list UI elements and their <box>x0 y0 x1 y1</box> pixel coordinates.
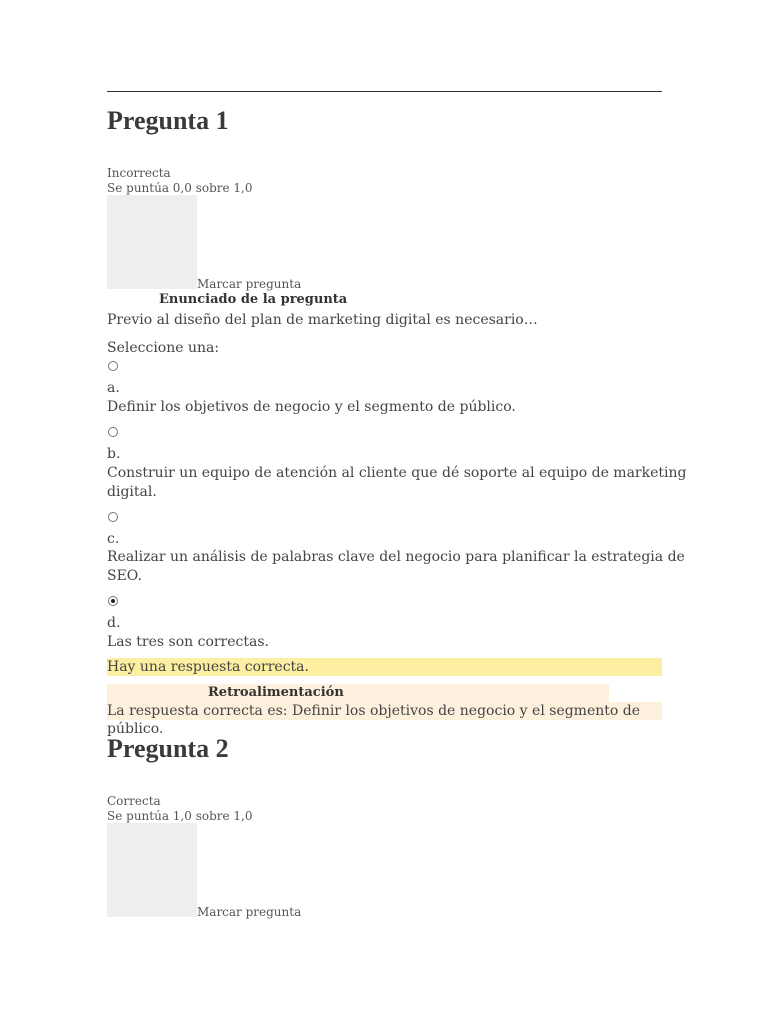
question-1-statement-header: Enunciado de la pregunta <box>159 292 348 307</box>
question-1-flag-image[interactable] <box>107 195 197 289</box>
option-b-radio[interactable] <box>108 427 118 437</box>
option-c-text-line2[interactable]: SEO. <box>107 568 142 584</box>
question-2-flag-image[interactable] <box>107 823 197 917</box>
option-c-text-line1[interactable]: Realizar un análisis de palabras clave del negocio para planificar la estrategia de <box>107 549 685 565</box>
option-b-text-line2[interactable]: digital. <box>107 484 157 500</box>
question-1-flag-link[interactable]: Marcar pregunta <box>197 277 302 291</box>
top-divider <box>107 91 662 92</box>
question-2-title: Pregunta 2 <box>107 734 229 763</box>
option-c-radio[interactable] <box>108 512 118 522</box>
option-d-radio[interactable] <box>108 596 118 606</box>
option-a-radio[interactable] <box>108 361 118 371</box>
feedback-header-box <box>107 684 609 702</box>
option-c-letter: c. <box>107 531 120 547</box>
hint-text: Hay una respuesta correcta. <box>107 659 309 675</box>
question-1-grade: Se puntúa 0,0 sobre 1,0 <box>107 181 253 195</box>
question-1-state: Incorrecta <box>107 166 171 180</box>
feedback-body <box>107 702 662 737</box>
feedback-header: Retroalimentación <box>208 685 344 700</box>
option-d-letter: d. <box>107 615 121 631</box>
question-1-statement: Previo al diseño del plan de marketing digital es necesario… <box>107 312 538 328</box>
question-2-flag-link[interactable]: Marcar pregunta <box>197 905 302 919</box>
question-1-title: Pregunta 1 <box>107 106 229 135</box>
option-a-letter: a. <box>107 380 120 396</box>
question-2-grade: Se puntúa 1,0 sobre 1,0 <box>107 809 253 823</box>
question-2-state: Correcta <box>107 794 161 808</box>
option-a-text[interactable]: Definir los objetivos de negocio y el segmento de público. <box>107 399 516 415</box>
option-b-letter: b. <box>107 446 121 462</box>
question-1-hint <box>107 658 662 676</box>
feedback-text: La respuesta correcta es: Definir los objetivos de negocio y el segmento de público. <box>107 703 641 737</box>
question-1-prompt: Seleccione una: <box>107 340 220 356</box>
option-b-text-line1[interactable]: Construir un equipo de atención al cliente que dé soporte al equipo de marketing <box>107 465 687 481</box>
option-d-text[interactable]: Las tres son correctas. <box>107 634 269 650</box>
